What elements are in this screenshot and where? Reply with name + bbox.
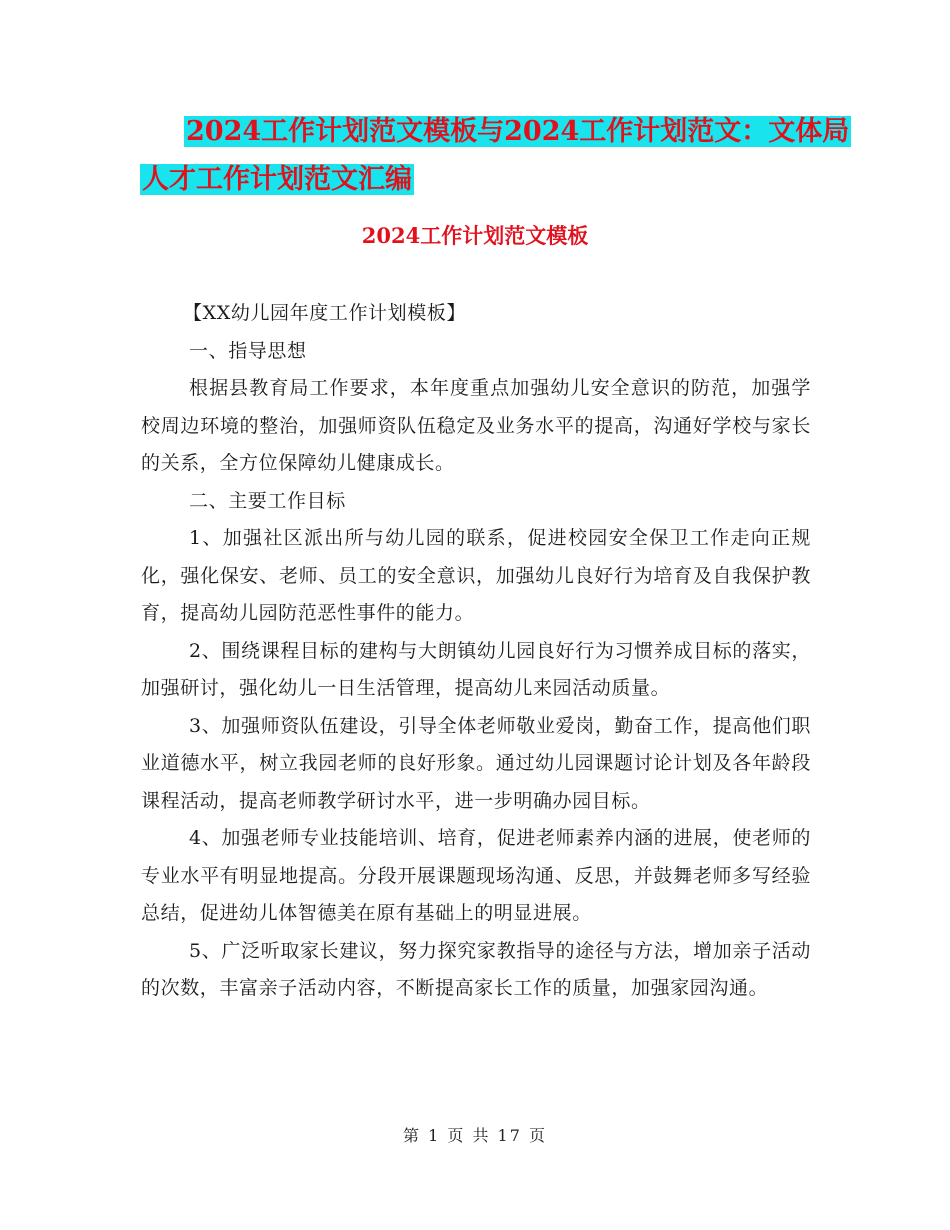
section-subtitle: 2024工作计划范文模板 xyxy=(361,223,589,248)
page-footer: 第 1 页 共 17 页 xyxy=(403,1126,547,1145)
paragraph: 5、广泛听取家长建议，努力探究家教指导的途径与方法，增加亲子活动的次数，丰富亲子活动内容，不断提高家长工作的质量，加强家园沟通。 xyxy=(141,939,811,999)
title-line-1 xyxy=(140,110,850,154)
paragraph: 4、加强老师专业技能培训、培育，促进老师素养内涵的进展，使老师的专业水平有明显地提高。分段开展课题现场沟通、反思，并鼓舞老师多写经验总结，促进幼儿体智德美在原有基础上的明显进展。 xyxy=(141,827,811,924)
paragraph-section-1: 一、指导思想 xyxy=(189,339,307,362)
title-line-2-text: 人才工作计划范文汇编 xyxy=(142,164,412,195)
paragraph: 根据县教育局工作要求，本年度重点加强幼儿安全意识的防范，加强学校周边环境的整治，加强师资队伍稳定及业务水平的提高，沟通好学校与家长的关系，全方位保障幼儿健康成长。 xyxy=(141,377,811,474)
paragraph: 3、加强师资队伍建设，引导全体老师敬业爱岗，勤奋工作，提高他们职业道德水平，树立我园老师的良好形象。通过幼儿园课题讨论计划及各年龄段课程活动，提高老师教学研讨水平，进一步明确办园目标。 xyxy=(141,714,811,812)
document-body xyxy=(141,295,811,1008)
paragraph: 1、加强社区派出所与幼儿园的联系，促进校园安全保卫工作走向正规化，强化保安、老师、员工的安全意识，加强幼儿良好行为培育及自我保护教育，提高幼儿园防范恶性事件的能力。 xyxy=(141,527,811,624)
paragraph: 2、围绕课程目标的建构与大朗镇幼儿园良好行为习惯养成目标的落实，加强研讨，强化幼儿一日生活管理，提高幼儿来园活动质量。 xyxy=(141,639,811,699)
title-line-2 xyxy=(140,158,840,202)
paragraph-section-2: 二、主要工作目标 xyxy=(189,489,346,512)
paragraph-heading-bracket: 【XX幼儿园年度工作计划模板】 xyxy=(183,302,467,324)
title-line-1-text: 2024工作计划范文模板与2024工作计划范文：文体局 xyxy=(186,116,850,147)
document-title xyxy=(140,110,850,202)
